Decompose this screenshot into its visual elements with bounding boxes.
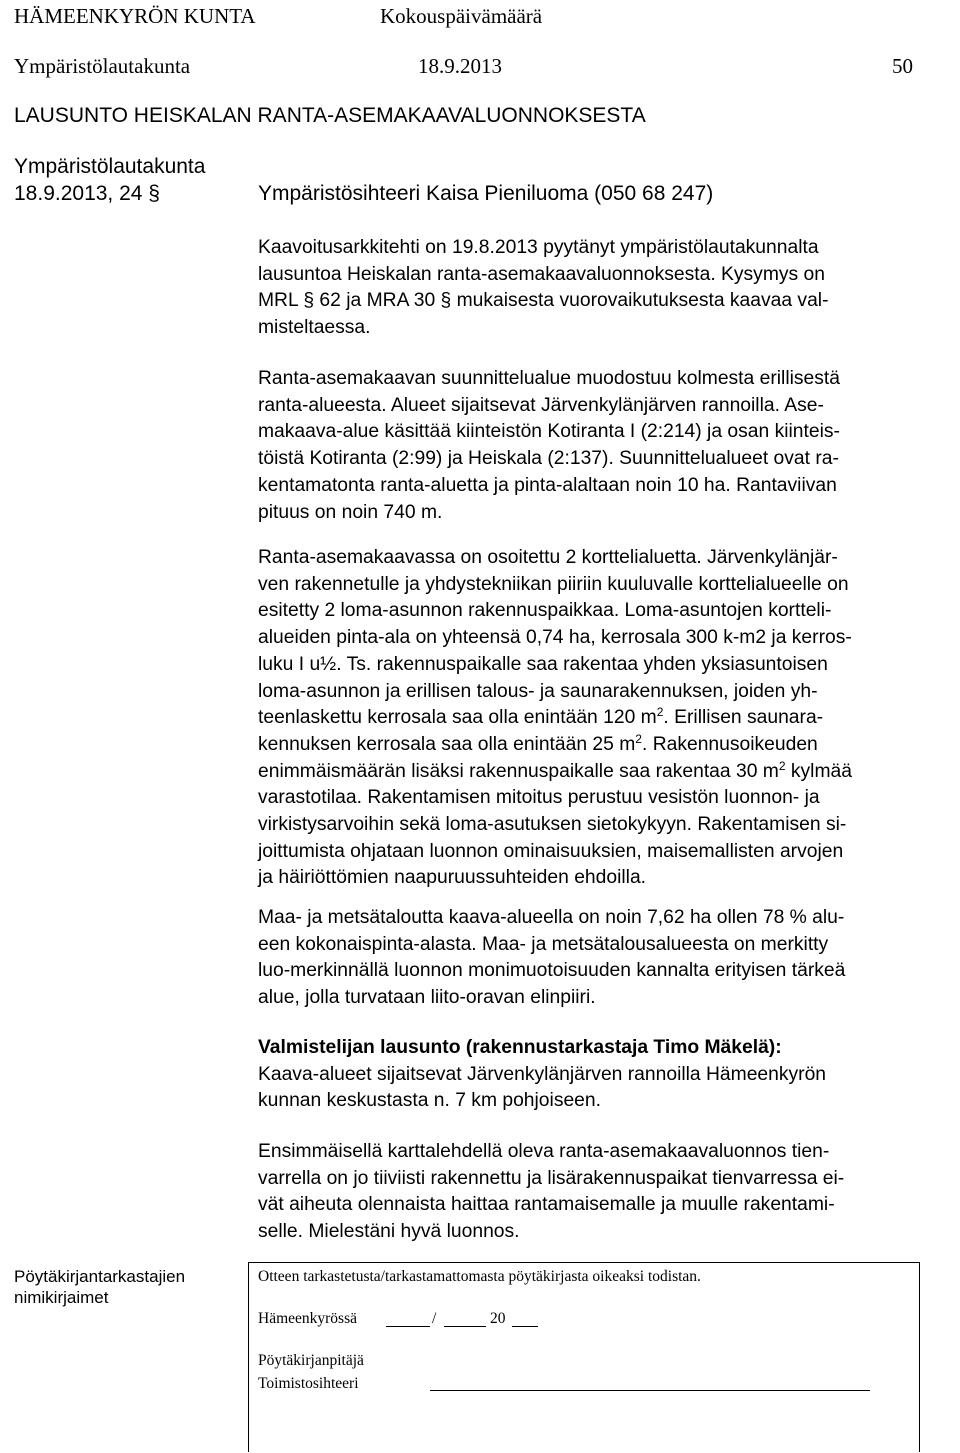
paragraph-request <box>258 235 954 342</box>
text-line: Kaavoitusarkkitehti on 19.8.2013 pyytänyt ympäristölautakunnalta <box>258 237 819 258</box>
text-line: virkistysarvoihin sekä loma-asutuksen sietokykyyn. Rakentamisen si- <box>258 814 847 836</box>
signers-label-line: Pöytäkirjantarkastajien <box>14 1267 186 1286</box>
text-line: Kaava-alueet sijaitsevat Järvenkylänjärven rannoilla Hämeenkyrön <box>258 1063 827 1085</box>
signature-line <box>430 1390 870 1391</box>
text-line: luo-merkinnällä luonnon monimuotoisuuden kannalta erityisen tärkeä <box>258 960 846 982</box>
month-blank <box>444 1326 486 1327</box>
text-line: MRL § 62 ja MRA 30 § mukaisesta vuorovaikutuksesta kaavaa val- <box>258 290 829 312</box>
certification-text: Otteen tarkastetusta/tarkastamattomasta pöytäkirjasta oikeaksi todistan. <box>258 1268 701 1285</box>
text-line: esitetty 2 loma-asunnon rakennuspaikkaa. Loma-asuntojen kortteli- <box>258 600 832 622</box>
page-number: 50 <box>892 54 913 78</box>
text-line: ja häiriöttömien naapuruussuhteiden ehdoilla. <box>258 867 647 889</box>
year-prefix: 20 <box>490 1310 506 1327</box>
text-line: joittumista ohjataan luonnon ominaisuuksien, maisemallisten arvojen <box>258 840 844 862</box>
text-line: ranta-alueesta. Alueet sijaitsevat Järvenkylänjärven rannoilla. Ase- <box>258 394 824 416</box>
paragraph-forestry <box>258 905 954 1012</box>
signers-label <box>14 1266 185 1308</box>
paragraph-blocks <box>258 545 954 892</box>
text-line: varrella on jo tiiviisti rakennettu ja lisärakennuspaikat tienvarressa ei- <box>258 1167 845 1189</box>
text-line: makaava-alue käsittää kiinteistön Kotiranta I (2:214) ja osan kiinteis- <box>258 421 840 443</box>
paragraph-preparer-statement <box>258 1035 954 1115</box>
text-line: kentamatonta ranta-aluetta ja pinta-alaltaan noin 10 ha. Rantaviivan <box>258 474 837 496</box>
superscript: 2 <box>656 705 664 720</box>
text-segment: kennuksen kerrosala saa olla enintään 25 m <box>258 733 636 755</box>
text-line: loma-asunnon ja erillisen talous- ja saunarakennuksen, joiden yh- <box>258 680 818 702</box>
header-date: 18.9.2013 <box>418 54 502 78</box>
text-line: Maa- ja metsätaloutta kaava-alueella on noin 7,62 ha ollen 78 % alu- <box>258 907 845 928</box>
text-line <box>258 732 954 759</box>
statement-heading: Valmistelijan lausunto (rakennustarkastaja Timo Mäkelä): <box>258 1037 782 1058</box>
text-segment: kylmää <box>785 760 852 782</box>
text-segment: . Rakennusoikeuden <box>641 733 818 755</box>
keeper-label: Pöytäkirjanpitäjä <box>258 1352 364 1369</box>
text-line: pituus on noin 740 m. <box>258 501 443 523</box>
text-line: varastotilaa. Rakentamisen mitoitus perustuu vesistön luonnon- ja <box>258 787 820 809</box>
office-secretary-label: Toimistosihteeri <box>258 1375 359 1392</box>
text-line: misteltaessa. <box>258 317 371 339</box>
meta-preparer: Ympäristösihteeri Kaisa Pieniluoma (050 68 247) <box>258 182 714 205</box>
signers-label-line: nimikirjaimet <box>14 1288 109 1307</box>
text-line: töistä Kotiranta (2:99) ja Heiskala (2:137). Suunnittelualueet ovat ra- <box>258 448 839 470</box>
text-segment: teenlaskettu kerrosala saa olla enintään 120 m <box>258 707 657 729</box>
text-line: luku I u½. Ts. rakennuspaikalle saa rakentaa yhden yksiasuntoisen <box>258 653 828 675</box>
text-line: een kokonaispinta-alasta. Maa- ja metsätalousalueesta on merkitty <box>258 933 829 955</box>
text-line: Ranta-asemakaavassa on osoitettu 2 korttelialuetta. Järvenkylänjär- <box>258 547 838 568</box>
text-segment: enimmäismäärän lisäksi rakennuspaikalle saa rakentaa 30 m <box>258 760 779 782</box>
text-line: lausuntoa Heiskalan ranta-asemakaavaluonnoksesta. Kysymys on <box>258 263 825 285</box>
text-line: ven rakennetulle ja yhdystekniikan piiriin kuuluvalle korttelialueelle on <box>258 573 849 595</box>
text-segment: . Erillisen saunara- <box>663 707 824 729</box>
text-line: alue, jolla turvataan liito-oravan elinpiiri. <box>258 987 596 1009</box>
text-line: Ensimmäisellä karttalehdellä oleva ranta-asemakaavaluonnos tien- <box>258 1141 830 1162</box>
superscript: 2 <box>635 731 642 746</box>
date-slash: / <box>432 1310 437 1327</box>
place-label: Hämeenkyrössä <box>258 1310 357 1327</box>
text-line: selle. Mielestäni hyvä luonnos. <box>258 1221 520 1243</box>
year-blank <box>512 1326 538 1327</box>
superscript: 2 <box>778 758 786 773</box>
text-line <box>258 759 954 786</box>
paragraph-opinion <box>258 1139 954 1246</box>
document-title: LAUSUNTO HEISKALAN RANTA-ASEMAKAAVALUONNOKSESTA <box>14 104 646 127</box>
text-line: kunnan keskustasta n. 7 km pohjoiseen. <box>258 1090 601 1112</box>
day-blank <box>386 1326 430 1327</box>
text-line: alueiden pinta-ala on yhteensä 0,74 ha, kerrosala 300 k-m2 ja kerros- <box>258 627 852 649</box>
meta-session: 18.9.2013, 24 § <box>14 182 160 205</box>
text-line: Ranta-asemakaavan suunnittelualue muodostuu kolmesta erillisestä <box>258 368 840 389</box>
text-line <box>258 705 954 732</box>
meta-board: Ympäristölautakunta <box>14 155 206 178</box>
paragraph-area <box>258 366 954 526</box>
text-line: vät aiheuta olennaista haittaa rantamaisemalle ja muulle rakentami- <box>258 1194 835 1216</box>
municipality-name: HÄMEENKYRÖN KUNTA <box>14 4 256 28</box>
date-label: Kokouspäivämäärä <box>380 4 543 28</box>
header-board: Ympäristölautakunta <box>14 54 191 78</box>
